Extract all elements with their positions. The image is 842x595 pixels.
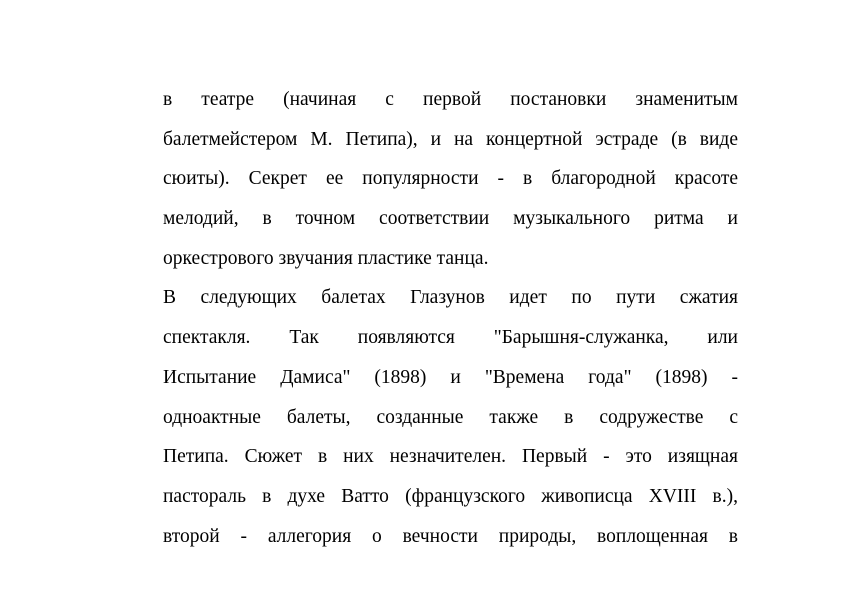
paragraph-last-line: оркестрового звучания пластике танца. [163,247,489,269]
text-line: Испытание Дамиса" (1898) и "Времена года" (1898) - [163,366,738,388]
text-line: мелодий, в точном соответствии музыкального ритма и [163,208,738,230]
text-line: в театре (начиная с первой постановки знаменитым [163,89,738,110]
text-line: второй - аллегория о вечности природы, воплощенная в [163,525,738,547]
text-line: пастораль в духе Ватто (французского живописца XVIII в.), [163,485,738,507]
text-line: спектакля. Так появляются "Барышня-служанка, или [163,327,738,349]
text-line: балетмейстером М. Петипа), и на концертной эстраде (в виде [163,128,738,150]
body-text [163,85,738,561]
text-line: сюиты). Секрет ее популярности - в благородной красоте [163,168,738,190]
text-line: одноактные балеты, созданные также в содружестве с [163,406,738,428]
text-line: Петипа. Сюжет в них незначителен. Первый - это изящная [163,446,738,468]
text-line: В следующих балетах Глазунов идет по пути сжатия [163,287,738,309]
